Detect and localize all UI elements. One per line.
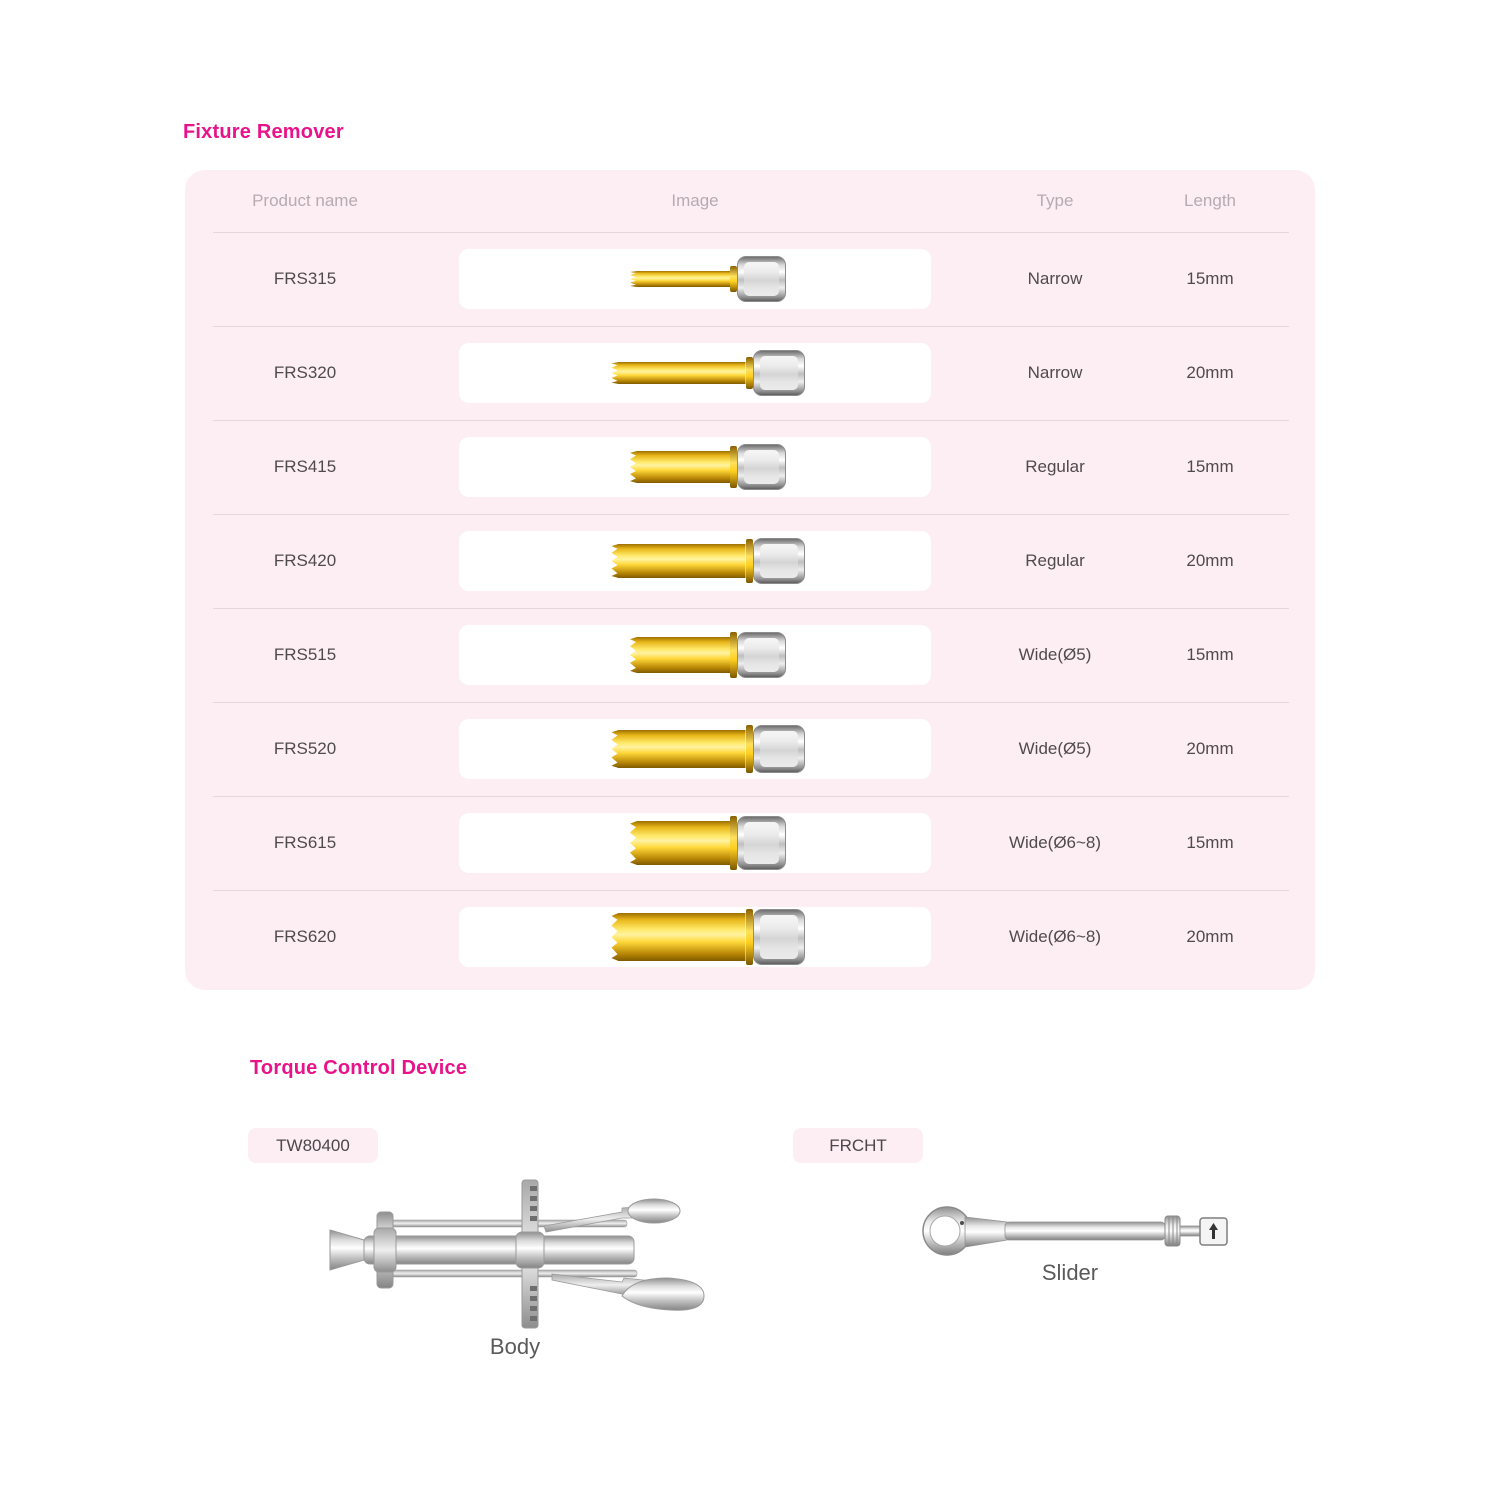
product-code-badge-body: TW80400 [248,1128,378,1163]
product-image-card [459,719,931,779]
body-caption: Body [489,1334,541,1359]
product-name-cell: FRS520 [273,739,337,758]
product-type-cell: Wide(Ø5) [1018,645,1092,664]
torque-control-title: Torque Control Device [250,1057,468,1079]
product-name-cell: FRS615 [273,833,337,852]
instrument-gold-collar [746,539,753,583]
table-row [185,702,1315,796]
product-type-cell: Narrow [1027,269,1083,288]
fixture-remover-instrument-image [610,909,805,965]
product-image-card [459,437,931,497]
product-image-cell [425,907,965,967]
instrument-gold-collar [730,446,737,488]
instrument-gold-shaft [610,913,746,961]
instrument-gold-shaft [610,362,746,384]
fixture-remover-title: Fixture Remover [183,121,344,143]
product-image-card [459,343,931,403]
product-image-cell [425,625,965,685]
product-name-cell: FRS315 [273,269,337,288]
instrument-gold-collar [746,909,753,965]
instrument-gold-collar [730,632,737,678]
table-row [185,608,1315,702]
table-row [185,514,1315,608]
instrument-silver-head [737,632,786,678]
product-length-cell: 15mm [1186,833,1234,852]
product-image-cell [425,343,965,403]
instrument-gold-shaft [628,451,730,483]
column-header-image: Image [671,191,719,210]
instrument-silver-head [737,444,786,490]
instrument-silver-head [737,816,786,870]
body-nozzle-cone [330,1230,364,1270]
torque-body-device-image [322,1178,712,1338]
instrument-gold-shaft [628,637,730,673]
product-length-cell: 15mm [1186,269,1234,288]
fixture-remover-instrument-image [610,350,805,396]
table-row [185,420,1315,514]
instrument-gold-shaft [610,730,746,768]
table-header-row [185,170,1315,232]
column-header-length: Length [1184,191,1236,210]
instrument-silver-head [753,538,805,584]
product-type-cell: Regular [1025,457,1085,476]
product-name-cell: FRS415 [273,457,337,476]
product-length-cell: 20mm [1186,927,1234,946]
fixture-remover-instrument-image [628,444,786,490]
fixture-remover-instrument-image [628,632,786,678]
product-length-cell: 20mm [1186,551,1234,570]
product-type-cell: Narrow [1027,363,1083,382]
slider-caption: Slider [1041,1260,1099,1285]
table-row [185,232,1315,326]
product-type-cell: Regular [1025,551,1085,570]
product-image-card [459,907,931,967]
fixture-remover-instrument-image [628,816,786,870]
instrument-silver-head [753,725,805,773]
product-image-cell [425,437,965,497]
instrument-gold-collar [746,357,753,389]
product-image-card [459,625,931,685]
instrument-gold-collar [730,816,737,870]
fixture-remover-instrument-image [610,725,805,773]
product-length-cell: 15mm [1186,457,1234,476]
instrument-gold-collar [746,725,753,773]
product-image-card [459,813,931,873]
instrument-silver-head [753,350,805,396]
product-length-cell: 15mm [1186,645,1234,664]
product-code-badge-slider: FRCHT [793,1128,923,1163]
product-type-cell: Wide(Ø6~8) [1008,833,1102,852]
product-name-cell: FRS320 [273,363,337,382]
instrument-gold-collar [730,266,737,292]
table-row [185,326,1315,420]
instrument-gold-shaft [628,821,730,865]
column-header-product-name: Product name [252,191,358,210]
fixture-remover-instrument-image [610,538,805,584]
fixture-remover-table [185,170,1315,990]
fixture-remover-instrument-image [628,256,786,302]
instrument-gold-shaft [628,271,730,287]
instrument-gold-shaft [610,544,746,578]
product-image-cell [425,813,965,873]
instrument-silver-head [753,909,805,965]
product-name-cell: FRS515 [273,645,337,664]
table-row [185,796,1315,890]
product-name-cell: FRS420 [273,551,337,570]
instrument-silver-head [737,256,786,302]
product-image-cell [425,531,965,591]
product-image-card [459,249,931,309]
product-type-cell: Wide(Ø5) [1018,739,1092,758]
table-body [185,232,1315,984]
product-name-cell: FRS620 [273,927,337,946]
product-image-cell [425,249,965,309]
column-header-type: Type [1036,191,1074,210]
table-row [185,890,1315,984]
product-image-card [459,531,931,591]
product-type-cell: Wide(Ø6~8) [1008,927,1102,946]
product-length-cell: 20mm [1186,363,1234,382]
product-image-cell [425,719,965,779]
product-length-cell: 20mm [1186,739,1234,758]
